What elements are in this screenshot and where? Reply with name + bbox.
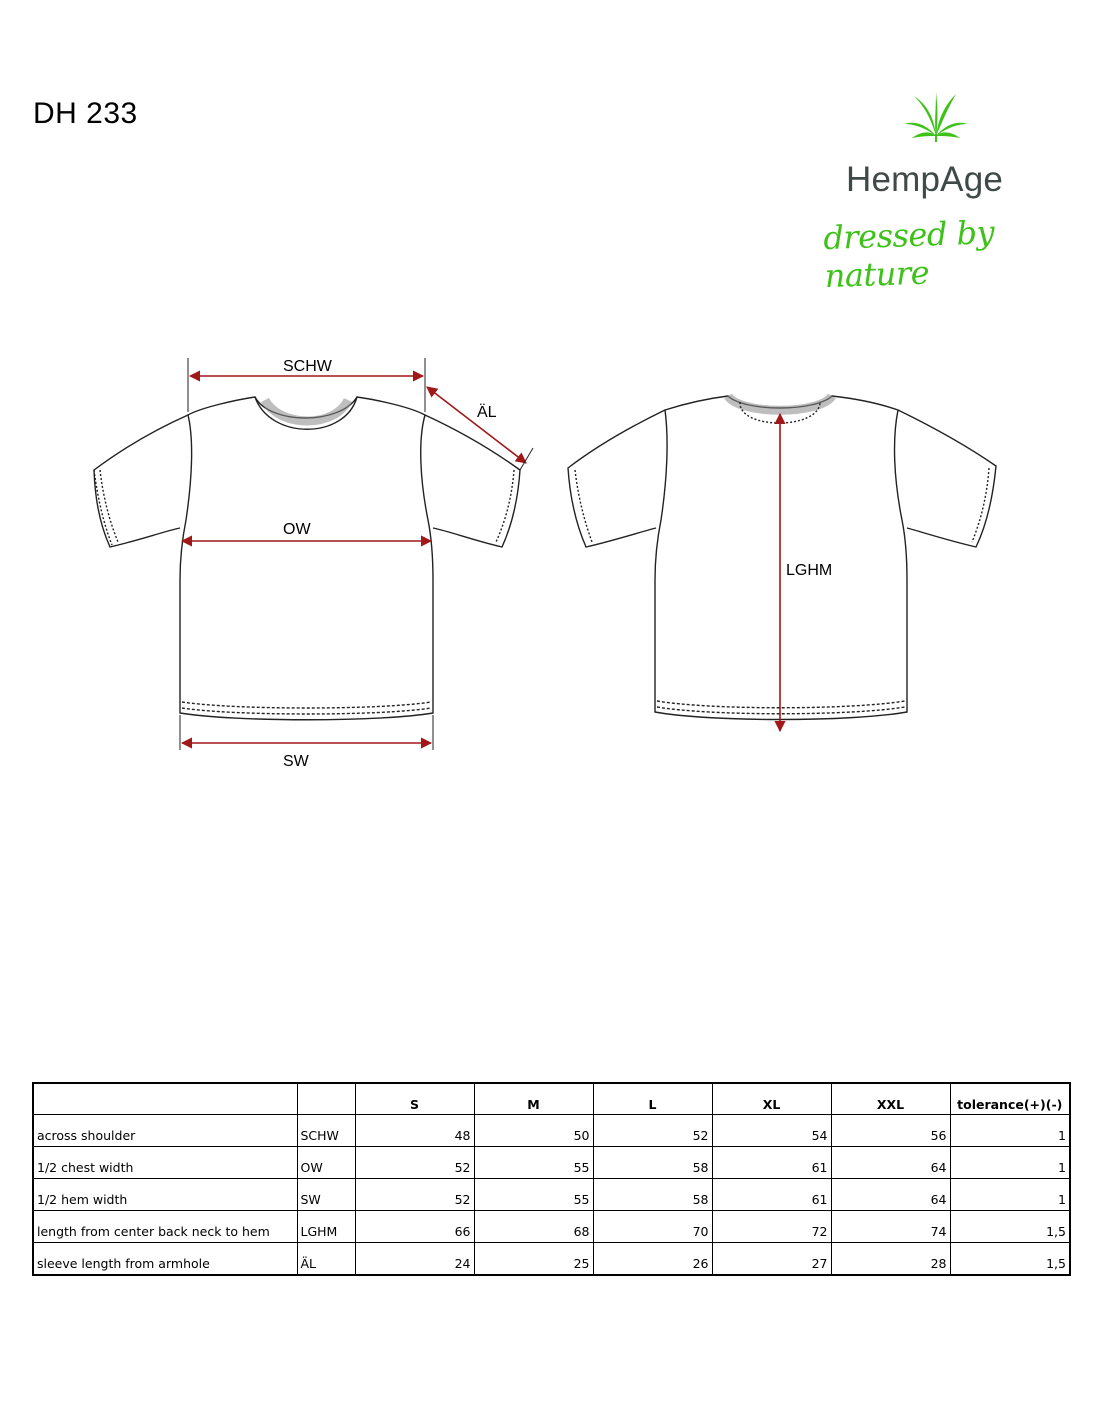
- size-value: 64: [831, 1147, 950, 1179]
- size-table: [32, 1082, 1071, 1276]
- size-value: 26: [593, 1243, 712, 1276]
- column-header-m: M: [474, 1083, 593, 1115]
- sw-label: SW: [283, 753, 309, 770]
- tolerance-value: 1,5: [950, 1211, 1070, 1243]
- size-value: 48: [355, 1115, 474, 1147]
- measure-label: across shoulder: [33, 1115, 297, 1147]
- size-value: 64: [831, 1179, 950, 1211]
- size-value: 55: [474, 1147, 593, 1179]
- size-value: 72: [712, 1211, 831, 1243]
- measure-label: 1/2 chest width: [33, 1147, 297, 1179]
- measure-code: SW: [297, 1179, 355, 1211]
- column-header-l: L: [593, 1083, 712, 1115]
- table-row: [33, 1211, 1070, 1243]
- column-header: [33, 1083, 297, 1115]
- size-value: 55: [474, 1179, 593, 1211]
- document-code: DH 233: [33, 97, 138, 130]
- column-header: [297, 1083, 355, 1115]
- size-value: 25: [474, 1243, 593, 1276]
- column-header-xxl: XXL: [831, 1083, 950, 1115]
- size-value: 70: [593, 1211, 712, 1243]
- size-value: 52: [355, 1147, 474, 1179]
- column-header-tolerance: tolerance(+)(-): [950, 1083, 1070, 1115]
- lghm-label: LGHM: [786, 562, 833, 579]
- column-header-xl: XL: [712, 1083, 831, 1115]
- tolerance-value: 1,5: [950, 1243, 1070, 1276]
- size-value: 61: [712, 1179, 831, 1211]
- size-value: 61: [712, 1147, 831, 1179]
- size-value: 24: [355, 1243, 474, 1276]
- schw-label: SCHW: [283, 358, 332, 375]
- measure-label: 1/2 hem width: [33, 1179, 297, 1211]
- column-header-s: S: [355, 1083, 474, 1115]
- brand-name: HempAge: [846, 160, 1004, 199]
- measure-code: LGHM: [297, 1211, 355, 1243]
- size-value: 58: [593, 1147, 712, 1179]
- size-value: 28: [831, 1243, 950, 1276]
- size-value: 50: [474, 1115, 593, 1147]
- tolerance-value: 1: [950, 1115, 1070, 1147]
- size-value: 52: [355, 1179, 474, 1211]
- measure-label: sleeve length from armhole: [33, 1243, 297, 1276]
- al-measure-line: [427, 387, 526, 463]
- size-value: 58: [593, 1179, 712, 1211]
- brand-tagline: dressed by nature: [822, 213, 995, 296]
- table-row: [33, 1243, 1070, 1276]
- ow-label: OW: [283, 521, 311, 538]
- back-view: [568, 396, 996, 720]
- size-value: 66: [355, 1211, 474, 1243]
- size-value: 68: [474, 1211, 593, 1243]
- measure-code: ÄL: [297, 1243, 355, 1276]
- size-value: 74: [831, 1211, 950, 1243]
- front-view: [94, 397, 520, 720]
- tolerance-value: 1: [950, 1147, 1070, 1179]
- tolerance-value: 1: [950, 1179, 1070, 1211]
- table-row: [33, 1179, 1070, 1211]
- size-value: 52: [593, 1115, 712, 1147]
- table-row: [33, 1147, 1070, 1179]
- table-row: [33, 1115, 1070, 1147]
- size-value: 54: [712, 1115, 831, 1147]
- size-value: 56: [831, 1115, 950, 1147]
- measure-label: length from center back neck to hem: [33, 1211, 297, 1243]
- measure-code: SCHW: [297, 1115, 355, 1147]
- size-table-header: [33, 1083, 1070, 1115]
- size-value: 27: [712, 1243, 831, 1276]
- al-label: ÄL: [477, 404, 497, 421]
- measure-code: OW: [297, 1147, 355, 1179]
